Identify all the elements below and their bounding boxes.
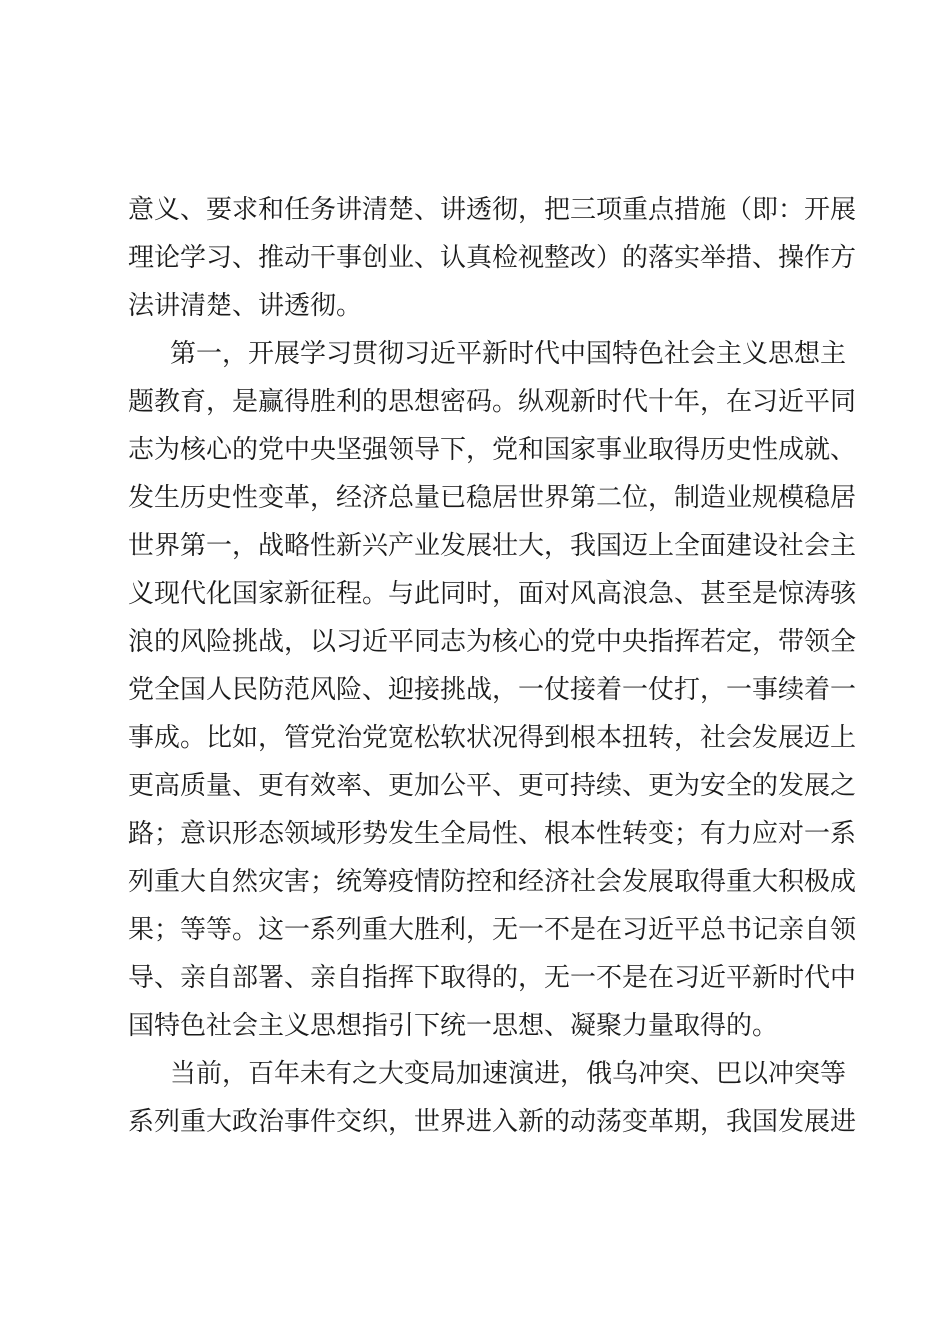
text-line: 国特色社会主义思想指引下统一思想、凝聚力量取得的。: [128, 1011, 779, 1041]
text-line: 果；等等。这一系列重大胜利，无一不是在习近平总书记亲自领: [128, 915, 857, 945]
text-line: 题教育，是赢得胜利的思想密码。纵观新时代十年，在习近平同: [128, 387, 857, 417]
text-line: 世界第一，战略性新兴产业发展壮大，我国迈上全面建设社会主: [128, 531, 857, 561]
text-line: 浪的风险挑战，以习近平同志为核心的党中央指挥若定，带领全: [128, 627, 857, 657]
text-line: 义现代化国家新征程。与此同时，面对风高浪急、甚至是惊涛骇: [128, 579, 857, 609]
text-line: 党全国人民防范风险、迎接挑战，一仗接着一仗打，一事续着一: [128, 675, 857, 705]
text-line: 导、亲自部署、亲自指挥下取得的，无一不是在习近平新时代中: [128, 963, 857, 993]
text-line: 路；意识形态领域形势发生全局性、根本性转变；有力应对一系: [128, 819, 857, 849]
text-line: 更高质量、更有效率、更加公平、更可持续、更为安全的发展之: [128, 771, 857, 801]
text-line: 发生历史性变革，经济总量已稳居世界第二位，制造业规模稳居: [128, 483, 857, 513]
paragraph-first-line: 当前，百年未有之大变局加速演进，俄乌冲突、巴以冲突等: [170, 1059, 847, 1089]
paragraph-first-line: 第一，开展学习贯彻习近平新时代中国特色社会主义思想主: [170, 339, 847, 369]
text-line: 系列重大政治事件交织，世界进入新的动荡变革期，我国发展进: [128, 1107, 857, 1137]
text-line: 志为核心的党中央坚强领导下，党和国家事业取得历史性成就、: [128, 435, 857, 465]
body-text: [128, 186, 857, 1146]
text-line: 列重大自然灾害；统筹疫情防控和经济社会发展取得重大积极成: [128, 867, 857, 897]
text-line: 理论学习、推动干事创业、认真检视整改）的落实举措、操作方: [128, 243, 857, 273]
text-line: 事成。比如，管党治党宽松软状况得到根本扭转，社会发展迈上: [128, 723, 857, 753]
text-line: 意义、要求和任务讲清楚、讲透彻，把三项重点措施（即：开展: [128, 195, 857, 225]
text-line: 法讲清楚、讲透彻。: [128, 291, 363, 321]
